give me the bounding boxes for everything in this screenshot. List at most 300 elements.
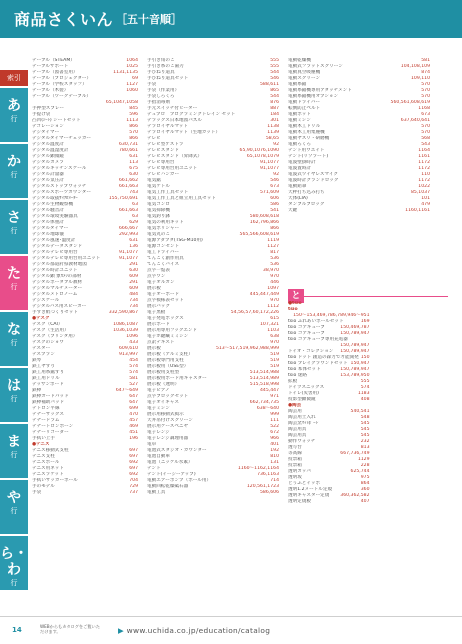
entry-pages: 150,469,787 bbox=[340, 325, 370, 330]
entry-pages: 609 bbox=[129, 274, 138, 279]
entry-name: テスク（CAI） bbox=[32, 322, 63, 327]
entry-name: ●tsio bbox=[288, 301, 302, 306]
entry-pages: 69 bbox=[132, 76, 138, 81]
entry-pages: 673 bbox=[270, 184, 279, 189]
entry-pages: 150,789,947 bbox=[340, 343, 370, 348]
entry-name: 展示用専用フックエンド bbox=[147, 328, 198, 333]
entry-name: 電工ドライバー bbox=[147, 250, 179, 255]
index-column-1 bbox=[32, 58, 138, 496]
entry-name: デジタル風速･温度計 bbox=[32, 238, 76, 243]
entry-pages: 586,606 bbox=[260, 490, 279, 495]
entry-pages: 92 bbox=[273, 172, 279, 177]
entry-name: 電動ドライバー bbox=[288, 100, 320, 105]
entry-name: 陶芸用具 bbox=[288, 433, 307, 438]
entry-pages: 65,1078,1079 bbox=[246, 154, 279, 159]
entry-pages: 1172 bbox=[418, 166, 430, 171]
entry-pages: 570 bbox=[421, 94, 430, 99]
page-number: 14 bbox=[12, 626, 22, 634]
entry-name: テスプラン bbox=[32, 352, 55, 357]
entry-name: デジタルストップウォッチ bbox=[32, 184, 87, 189]
entry-pages: 864 bbox=[360, 481, 370, 486]
entry-name: 電子ホ鍵繊ミミシン bbox=[147, 334, 189, 339]
entry-name: 電動ポット bbox=[288, 112, 311, 117]
entry-name: tsio コアキューブ bbox=[288, 325, 325, 330]
entry-name: デジタル温度計 bbox=[32, 142, 64, 147]
entry-pages: 743 bbox=[129, 190, 138, 195]
entry-name: 電子オルガン bbox=[147, 280, 175, 285]
entry-name: テレビ専用台 bbox=[147, 160, 175, 165]
entry-name: 展示板（アルミ支柱） bbox=[147, 352, 193, 357]
entry-pages: 729 bbox=[129, 484, 138, 489]
entry-pages: 92 bbox=[273, 142, 279, 147]
kana-sidebar bbox=[0, 70, 28, 590]
entry-pages: 666,667 bbox=[119, 226, 138, 231]
entry-name: テレビ専用台用ユニット bbox=[147, 166, 198, 171]
entry-name: 手袋しろくろ bbox=[147, 94, 175, 99]
sidebar-tab-gyo: 行 bbox=[10, 115, 18, 123]
entry-name: 電動工具 bbox=[147, 490, 166, 495]
entry-pages: 1129 bbox=[357, 457, 370, 462]
entry-pages: 887 bbox=[270, 106, 279, 111]
entry-name: 電気工作工具セット bbox=[147, 190, 189, 195]
entry-pages: 291 bbox=[129, 280, 138, 285]
entry-name: tsio コアキューブ専用充電器 bbox=[288, 337, 348, 342]
entry-pages: 470 bbox=[129, 412, 138, 417]
entry-name: デジタル騒音計 bbox=[32, 208, 64, 213]
entry-name: 投票箱 bbox=[288, 457, 302, 462]
entry-pages: 1172 bbox=[418, 160, 430, 165]
entry-pages: 150,789,947 bbox=[340, 367, 370, 372]
entry-pages: 999 bbox=[270, 412, 279, 417]
entry-name: 電気の利用キット bbox=[147, 220, 184, 225]
entry-name: 電動真空吸塵機 bbox=[288, 70, 321, 75]
entry-pages: 513,514,988 bbox=[249, 370, 279, 375]
index-header bbox=[0, 0, 462, 38]
entry-name: 電動スクリーン bbox=[288, 76, 321, 81]
entry-pages: 228 bbox=[360, 463, 370, 468]
entry-pages: 457 bbox=[129, 418, 138, 423]
entry-pages: 1160～1162,1164 bbox=[237, 466, 279, 471]
entry-pages: 1064 bbox=[126, 58, 138, 63]
entry-pages: 360,362,582 bbox=[340, 493, 370, 498]
index-entry bbox=[288, 499, 370, 505]
entry-name: 電動エアーポンプ（ボール用） bbox=[147, 478, 212, 483]
entry-pages: 184 bbox=[270, 112, 279, 117]
entry-pages: 301 bbox=[270, 118, 279, 123]
entry-name: 電動ヤスリ・研磨機 bbox=[288, 136, 330, 141]
entry-pages: 704 bbox=[129, 478, 138, 483]
entry-name: てんこくバイス bbox=[147, 262, 180, 267]
entry-name: 展示用移動式掲示 bbox=[147, 412, 184, 417]
entry-name: 展示用ケースベニヤ bbox=[147, 424, 189, 429]
entry-name: 手指消毒剤 bbox=[147, 100, 170, 105]
entry-name: tsio 迷路 bbox=[288, 373, 307, 378]
entry-pages: 1025 bbox=[126, 64, 138, 69]
entry-name: 天秤打ち込み打ち bbox=[288, 190, 325, 195]
entry-name: デジタル地球儀 bbox=[32, 232, 64, 237]
entry-pages: 574 bbox=[129, 370, 138, 375]
entry-name: 電動糸鋸機用オプション bbox=[288, 94, 339, 99]
index-column-2 bbox=[147, 58, 279, 496]
entry-pages: 1139 bbox=[267, 130, 279, 135]
entry-name: テント(イージーアップ) bbox=[147, 472, 196, 477]
entry-name: デジタルテレビ専用台用ユニット bbox=[32, 256, 101, 261]
entry-name: 電波置時計 bbox=[288, 166, 311, 171]
entry-pages: 445,447 bbox=[260, 388, 279, 393]
entry-pages: 1160,1161 bbox=[405, 208, 430, 213]
entry-pages: 38,970 bbox=[262, 268, 279, 273]
entry-pages: 1096 bbox=[126, 334, 138, 339]
entry-name: 鉄琴 bbox=[32, 358, 42, 363]
entry-pages: 104,108,109 bbox=[400, 64, 430, 69]
entry-pages: 780,661 bbox=[119, 148, 138, 153]
entry-pages: 661,662 bbox=[119, 178, 138, 183]
entry-name: 電気コンロ bbox=[147, 202, 170, 207]
entry-name: 手拭いサッカーボール bbox=[32, 478, 78, 483]
entry-name: ドイツスニックス bbox=[288, 385, 325, 390]
entry-name: tsio ドット 創造の森力で才能開発 bbox=[288, 355, 359, 360]
entry-pages: 1127 bbox=[267, 244, 279, 249]
sidebar-tab-gyo: 行 bbox=[10, 451, 18, 459]
entry-pages: 91,1077 bbox=[260, 160, 279, 165]
entry-pages: 155,750,691 bbox=[108, 196, 138, 201]
entry-name: デジスケール bbox=[32, 298, 60, 303]
entry-name: 鉄工ヤすり bbox=[32, 364, 55, 369]
entry-pages: 692 bbox=[129, 460, 138, 465]
entry-name: デジタルデータスタンド bbox=[32, 244, 83, 249]
entry-name: tsio コアキューブ bbox=[288, 331, 325, 336]
entry-pages: 1183 bbox=[357, 391, 370, 396]
entry-name: デッサンボード bbox=[32, 382, 64, 387]
entry-pages: 150 bbox=[360, 355, 370, 360]
entry-name: 透明1.2メートル定規 bbox=[288, 487, 333, 492]
entry-pages: 515,518,998 bbox=[249, 382, 279, 387]
entry-name: tsio bbox=[288, 307, 298, 312]
entry-pages: 876 bbox=[270, 100, 279, 105]
index-column-3 bbox=[288, 58, 430, 214]
entry-pages: 570 bbox=[421, 82, 430, 87]
entry-name: 拡板 bbox=[288, 379, 298, 384]
entry-name: テニス移動式支柱 bbox=[32, 448, 69, 453]
entry-pages: 574 bbox=[360, 385, 370, 390]
entry-pages: 519 bbox=[270, 352, 279, 357]
entry-pages: 454 bbox=[129, 358, 138, 363]
entry-name: 電気ポリシャー bbox=[147, 226, 180, 231]
entry-pages: 574 bbox=[129, 364, 138, 369]
entry-pages: 697 bbox=[129, 448, 138, 453]
entry-pages: 136 bbox=[129, 244, 138, 249]
entry-pages: 1036,1039 bbox=[113, 328, 138, 333]
sidebar-tab-5[interactable] bbox=[0, 368, 28, 422]
entry-pages: 408 bbox=[360, 397, 370, 402]
entry-name: 電子オイキャス bbox=[147, 400, 179, 405]
sidebar-tab-6[interactable] bbox=[0, 424, 28, 478]
sidebar-tab-kana: ら・わ bbox=[0, 546, 28, 578]
entry-pages: 1172 bbox=[418, 178, 430, 183]
entry-pages: 971 bbox=[270, 394, 279, 399]
page-subtitle: ［五十音順］ bbox=[116, 13, 182, 26]
entry-pages: 866 bbox=[129, 136, 138, 141]
entry-pages: 673 bbox=[421, 112, 430, 117]
entry-pages: 292,993 bbox=[119, 232, 138, 237]
entry-name: デジタル体重計 bbox=[32, 220, 64, 225]
entry-pages: 736,1163 bbox=[257, 472, 279, 477]
sidebar-tab-1[interactable] bbox=[0, 144, 28, 198]
entry-name: 展示板用支柱型 bbox=[147, 370, 180, 375]
sidebar-tab-7[interactable] bbox=[0, 480, 28, 534]
entry-pages: 544 bbox=[270, 70, 279, 75]
entry-name: 陶芸用 bbox=[288, 409, 302, 414]
entry-pages: 169 bbox=[360, 319, 370, 324]
entry-name: デジタル都道府県教材地図 bbox=[32, 262, 87, 267]
entry-pages: 407 bbox=[360, 499, 370, 504]
entry-name: 電子レンジ調理用器 bbox=[147, 436, 189, 441]
catalog-url[interactable] bbox=[118, 626, 270, 635]
entry-name: デジタル環境実験器具 bbox=[32, 214, 78, 219]
entry-name: 電動木工用集塵機 bbox=[288, 130, 325, 135]
entry-name: 陶芸用土入れ bbox=[288, 415, 316, 420]
entry-pages: 192 bbox=[270, 448, 279, 453]
sidebar-tab-gyo: 行 bbox=[10, 227, 18, 235]
entry-pages: 1127 bbox=[126, 82, 138, 87]
entry-name: 電子オーボード bbox=[147, 292, 180, 297]
entry-name: デジタルカメラ bbox=[32, 160, 64, 165]
entry-pages: 451 bbox=[129, 430, 138, 435]
entry-name: テレビスタンド bbox=[147, 148, 180, 153]
entry-name: 手拭い上手 bbox=[32, 436, 55, 441]
sidebar-tab-gyo: 行 bbox=[10, 395, 18, 403]
entry-pages: 536 bbox=[270, 256, 279, 261]
entry-name: 天鍵 bbox=[288, 208, 298, 213]
entry-name: 展示板 bbox=[147, 286, 161, 291]
entry-name: 電動糸鋸機専用アタッチメント bbox=[288, 88, 352, 93]
entry-name: 投票箱 bbox=[288, 463, 302, 468]
entry-name: テーブル（プロジェクター） bbox=[32, 76, 92, 81]
entry-pages: 536 bbox=[270, 262, 279, 267]
entry-name: デジタル時計ユニット bbox=[32, 268, 78, 273]
entry-name: テナートロンボーン bbox=[32, 424, 74, 429]
entry-pages: 647 bbox=[129, 394, 138, 399]
entry-pages: 1113 bbox=[126, 118, 138, 123]
index-entry bbox=[147, 490, 279, 496]
entry-pages: 638 bbox=[270, 334, 279, 339]
entry-name: 電波式ワイヤレスマイク bbox=[288, 172, 338, 177]
entry-pages: 1086,1087 bbox=[113, 322, 138, 327]
entry-pages: 1138 bbox=[267, 124, 279, 129]
entry-pages: 360 bbox=[360, 487, 370, 492]
entry-pages: 446 bbox=[270, 280, 279, 285]
entry-name: 電源アダプタ(TSG-M10用) bbox=[147, 238, 203, 243]
entry-pages: 661,663 bbox=[119, 208, 138, 213]
entry-pages: 560,561,608,619 bbox=[390, 100, 430, 105]
entry-pages: 647～649 bbox=[115, 388, 138, 393]
entry-pages: 527 bbox=[129, 382, 138, 387]
entry-name: デジタルタイマー bbox=[32, 226, 69, 231]
entry-pages: 913,997 bbox=[119, 352, 138, 357]
sidebar-tab-2[interactable] bbox=[0, 200, 28, 254]
entry-name: 手びねり道具 bbox=[147, 70, 175, 75]
entry-name: テナーサックス bbox=[32, 412, 65, 417]
entry-pages: 813 bbox=[360, 445, 370, 450]
entry-pages: 568 bbox=[421, 136, 430, 141]
entry-pages: 150,789,947 bbox=[340, 331, 370, 336]
entry-pages: 734 bbox=[129, 304, 138, 309]
entry-pages: 433 bbox=[129, 340, 138, 345]
section-header-to bbox=[288, 283, 448, 301]
entry-pages: 845 bbox=[129, 106, 138, 111]
sidebar-tab-gyo: 行 bbox=[10, 579, 18, 587]
entry-pages: 615 bbox=[270, 316, 279, 321]
entry-pages: 58,65 bbox=[265, 136, 279, 141]
sidebar-tab-gyo: 行 bbox=[10, 171, 18, 179]
section-kana: と bbox=[288, 289, 304, 303]
entry-pages: 519 bbox=[270, 358, 279, 363]
entry-name: 透明カッパ bbox=[288, 469, 311, 474]
entry-name: 展示ボード bbox=[147, 322, 170, 327]
entry-name: 手袋（作業用） bbox=[147, 88, 180, 93]
entry-pages: 545 bbox=[360, 427, 370, 432]
entry-pages: 107,321 bbox=[260, 322, 279, 327]
page-title: 商品さくいん bbox=[14, 10, 114, 29]
entry-name: 手押型スプレー bbox=[32, 106, 64, 111]
entry-name: デジタルテレビ専用台 bbox=[32, 250, 78, 255]
entry-name: tsio 本体セット bbox=[288, 367, 321, 372]
entry-name: 電気丸のこ bbox=[147, 232, 170, 237]
entry-pages: 817 bbox=[270, 250, 279, 255]
entry-name: デジタルキッチンスケール bbox=[32, 166, 87, 171]
entry-pages: 544 bbox=[270, 94, 279, 99]
entry-name: テーブル（STEAM） bbox=[32, 58, 75, 63]
entry-name: 電源コンセント bbox=[147, 244, 180, 249]
entry-pages: 966 bbox=[270, 436, 279, 441]
entry-name: 手引き角のこ bbox=[147, 58, 175, 63]
sidebar-tab-kana: ま bbox=[7, 434, 21, 450]
entry-pages: 697 bbox=[129, 466, 138, 471]
entry-name: 電気掃除機 bbox=[147, 208, 170, 213]
entry-name: 電気釣り鉢 bbox=[147, 214, 170, 219]
entry-pages: 866 bbox=[129, 124, 138, 129]
page-footer bbox=[0, 616, 462, 644]
entry-name: テーブル（図書室用） bbox=[32, 70, 78, 75]
entry-pages: 638～640 bbox=[256, 406, 279, 411]
entry-name: デジタル顕微鏡 bbox=[32, 154, 64, 159]
entry-name: 電気ケトル bbox=[147, 184, 170, 189]
entry-pages: 570 bbox=[129, 130, 138, 135]
entry-pages: 546 bbox=[270, 76, 279, 81]
entry-name: 電波壁掛時計 bbox=[288, 160, 316, 165]
sidebar-tab-8[interactable] bbox=[0, 536, 28, 590]
entry-name: 凸凹(ｼｰﾄ) シートセット bbox=[32, 118, 81, 123]
entry-name: 透明坂 bbox=[288, 475, 302, 480]
entry-pages: 662,734,735 bbox=[249, 400, 279, 405]
entry-pages: 874 bbox=[421, 70, 430, 75]
entry-name: 電池（ニッケル水素） bbox=[147, 460, 193, 465]
entry-pages: 479 bbox=[421, 202, 430, 207]
entry-name: テナーリコーダー bbox=[32, 430, 69, 435]
entry-pages: 101 bbox=[421, 196, 430, 201]
entry-name: テスクのショウ bbox=[32, 340, 64, 345]
entry-name: トイオ・コレクション bbox=[288, 349, 334, 354]
entry-pages: 570 bbox=[421, 124, 430, 129]
sidebar-label: 索引 bbox=[0, 70, 28, 86]
arrow-icon: ▶ bbox=[118, 626, 124, 635]
entry-pages: 545 bbox=[360, 421, 370, 426]
entry-name: 電子黒板 bbox=[147, 310, 166, 315]
entry-pages: 232 bbox=[360, 439, 370, 444]
entry-name: 鉄工用糸鋸すり bbox=[32, 370, 65, 375]
sidebar-tab-0[interactable] bbox=[0, 88, 28, 142]
entry-name: 点字ワン bbox=[147, 274, 166, 279]
entry-name: 電子発電ボックス bbox=[147, 316, 184, 321]
entry-name: 展示板 bbox=[147, 346, 161, 351]
entry-pages: 631 bbox=[129, 238, 138, 243]
entry-pages: 637,640,641 bbox=[400, 118, 430, 123]
entry-pages: 91,1077 bbox=[119, 256, 138, 261]
entry-name: 陶芸窯ﾏｯﾄﾎﾞｰﾄﾞ bbox=[288, 421, 321, 426]
entry-pages: 606 bbox=[270, 196, 279, 201]
entry-name: 投影型顕微鏡 bbox=[288, 397, 316, 402]
entry-pages: 484 bbox=[129, 292, 138, 297]
entry-name: テラロイヤルマット（生地カット） bbox=[147, 130, 221, 135]
entry-pages: 737 bbox=[129, 490, 138, 495]
sidebar-tab-kana: や bbox=[7, 490, 21, 506]
entry-pages: 692 bbox=[129, 472, 138, 477]
entry-name: トイレ(災害用) bbox=[288, 391, 319, 396]
entry-pages: 565,566,608,619 bbox=[239, 232, 279, 237]
entry-name: 手のモデル bbox=[32, 484, 55, 489]
entry-name: 点字一覧表 bbox=[147, 268, 170, 273]
sidebar-tab-3[interactable] bbox=[0, 256, 28, 310]
entry-pages: 196 bbox=[129, 436, 138, 441]
entry-pages: 1060 bbox=[126, 88, 138, 93]
entry-pages: 672 bbox=[270, 430, 279, 435]
entry-pages: 85,1037 bbox=[411, 190, 430, 195]
entry-name: 電気鋸 bbox=[147, 178, 161, 183]
entry-name: 手元スイッチ付ヒーター bbox=[147, 106, 198, 111]
entry-name: テスター bbox=[32, 346, 51, 351]
entry-pages: 65,90,1076,1090 bbox=[239, 148, 279, 153]
entry-pages: 970 bbox=[270, 340, 279, 345]
entry-name: 鉄棒補助パッド bbox=[32, 400, 65, 405]
entry-name: テラロイヤルマット bbox=[147, 124, 188, 129]
entry-pages: 91,1077 bbox=[260, 166, 279, 171]
entry-pages: 631 bbox=[129, 154, 138, 159]
entry-pages: 609,610 bbox=[119, 346, 138, 351]
entry-pages: 596 bbox=[129, 112, 138, 117]
entry-pages: 630 bbox=[129, 172, 138, 177]
entry-name: デコレーション bbox=[32, 124, 64, 129]
entry-name: デジタル気圧計 bbox=[32, 178, 64, 183]
entry-name: 手引き糸のこ歯刃 bbox=[147, 64, 184, 69]
entry-name: テント bbox=[147, 466, 161, 471]
entry-name: 等高線 bbox=[288, 451, 302, 456]
entry-pages: 1161 bbox=[418, 154, 430, 159]
entry-name: テスク（プリンタ用） bbox=[32, 334, 78, 339]
entry-pages: 150～153,469,786,789,946～951 bbox=[293, 313, 370, 318]
entry-pages: 1119 bbox=[267, 238, 279, 243]
entry-name: デジタル生物観察機 bbox=[32, 202, 74, 207]
entry-pages: 697 bbox=[129, 454, 138, 459]
entry-pages: 588,611 bbox=[260, 82, 279, 87]
entry-name: テナードラム bbox=[32, 418, 60, 423]
entry-pages: 714 bbox=[270, 478, 279, 483]
entry-pages: 581 bbox=[129, 376, 138, 381]
entry-name: テニスボール bbox=[32, 460, 60, 465]
entry-name: 鉄棒 bbox=[32, 388, 42, 393]
entry-pages: 522 bbox=[270, 424, 279, 429]
entry-pages: 975 bbox=[360, 475, 370, 480]
sidebar-tab-4[interactable] bbox=[0, 312, 28, 366]
